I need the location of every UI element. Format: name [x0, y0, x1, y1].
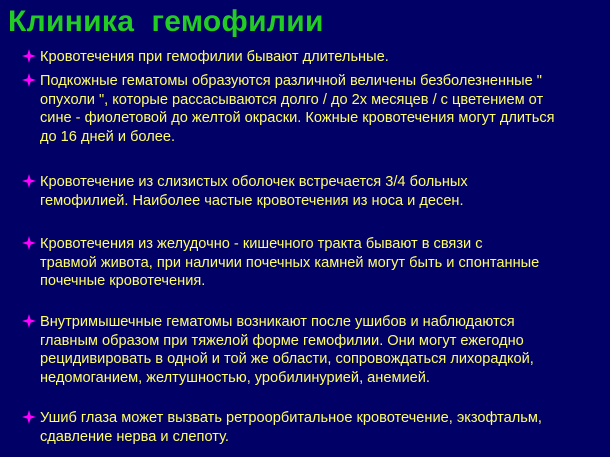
- bullet-text: Подкожные гематомы образуются различной величены безболезненные " опухоли ", которые рассасываются долго / до 2х месяцев / с цветением от сине - фиолетовой до желтой окраски. Кожные кровотечения могут длиться до 16 дней и более.: [40, 73, 555, 145]
- bullet-text: Кровотечения при гемофилии бывают длительные.: [40, 49, 389, 65]
- bullet-text: Кровотечение из слизистых оболочек встречается 3/4 больных гемофилией. Наиболее частые кровотечения из носа и десен.: [40, 174, 468, 209]
- diamond-bullet-icon: [22, 49, 36, 63]
- bullet-text: Внутримышечные гематомы возникают после ушибов и наблюдаются главным образом при тяжелой форме гемофилии. Они могут ежегодно рецидивировать в одной и той же области, сопровождаться лихорадкой, недомоганием, желтушностью, уробилинурией, анемией.: [40, 314, 534, 386]
- diamond-bullet-icon: [22, 236, 36, 250]
- diamond-bullet-icon: [22, 410, 36, 424]
- diamond-bullet-icon: [22, 314, 36, 328]
- diamond-bullet-icon: [22, 174, 36, 188]
- bullet-text: Ушиб глаза может вызвать ретроорбитальное кровотечение, экзофтальм, сдавление нерва и слепоту.: [40, 410, 542, 445]
- diamond-bullet-icon: [22, 73, 36, 87]
- bullet-text: Кровотечения из желудочно - кишечного тракта бывают в связи с травмой живота, при наличии почечных камней могут быть и спонтанные почечные кровотечения.: [40, 236, 540, 289]
- slide-title: Клиника гемофилии: [8, 5, 324, 38]
